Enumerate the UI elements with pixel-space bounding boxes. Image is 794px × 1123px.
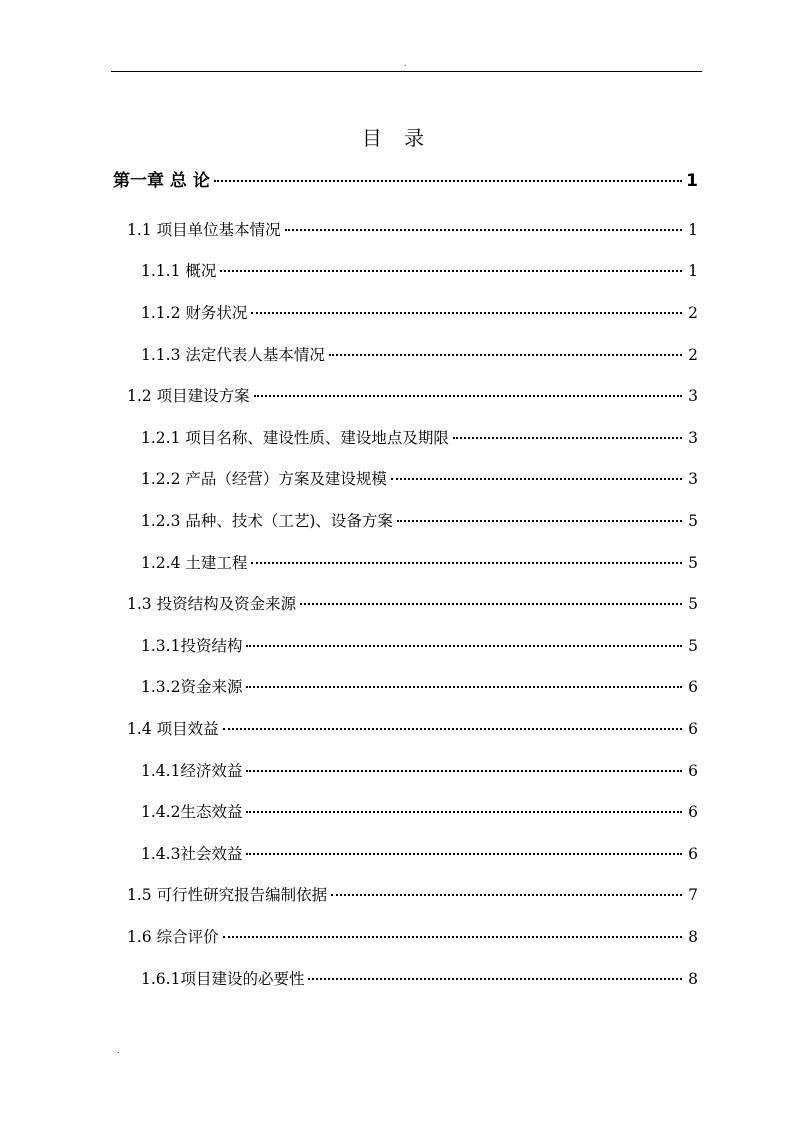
toc-leader-dots: [329, 354, 682, 356]
toc-entry[interactable]: [141, 302, 698, 324]
toc-entry-page: 6: [688, 803, 698, 821]
toc-entry-label: 1.1 项目单位基本情况: [127, 221, 281, 239]
toc-entry-page: 6: [688, 845, 698, 863]
header-rule: [111, 71, 702, 72]
toc-entry-page: 6: [688, 762, 698, 780]
toc-entry[interactable]: [127, 385, 698, 407]
toc-leader-dots: [251, 312, 682, 314]
toc-leader-dots: [246, 686, 682, 688]
toc-entry-label: 1.4 项目效益: [127, 720, 219, 738]
toc-entry-page: 5: [688, 595, 698, 613]
toc-leader-dots: [246, 770, 682, 772]
toc-entry[interactable]: [127, 884, 698, 906]
toc-leader-dots: [254, 395, 682, 397]
toc-entry-label: 1.2 项目建设方案: [127, 387, 250, 405]
toc-entry-label: 1.1.3 法定代表人基本情况: [141, 346, 325, 364]
toc-entry[interactable]: [141, 801, 698, 823]
toc-entry[interactable]: [141, 510, 698, 532]
toc-entry-label: 1.3 投资结构及资金来源: [127, 595, 297, 613]
toc-entry-label: 第一章 总 论: [113, 171, 210, 191]
toc-entry-label: 1.2.3 品种、技术（工艺)、设备方案: [141, 512, 393, 530]
toc-entry-page: 6: [688, 720, 698, 738]
toc-entry-label: 1.1.2 财务状况: [141, 304, 248, 322]
toc-entry-page: 3: [688, 429, 698, 447]
toc-entry-page: 8: [688, 970, 698, 988]
toc-entry-label: 1.4.2生态效益: [141, 803, 243, 821]
toc-leader-dots: [251, 562, 682, 564]
toc-entry-page: 8: [688, 928, 698, 946]
toc-leader-dots: [397, 520, 682, 522]
toc-entry-page: 5: [688, 512, 698, 530]
toc-entry[interactable]: [141, 260, 698, 282]
toc-entry[interactable]: [127, 219, 698, 241]
toc-leader-dots: [300, 603, 682, 605]
toc-entry-page: 3: [688, 470, 698, 488]
toc-entry-page: 1: [686, 171, 698, 191]
footer-mark: .: [117, 1046, 120, 1055]
toc-entry-label: 1.2.2 产品（经营）方案及建设规模: [141, 470, 387, 488]
toc-leader-dots: [308, 978, 682, 980]
toc-leader-dots: [285, 229, 682, 231]
toc-entry-label: 1.3.1投资结构: [141, 637, 243, 655]
toc-leader-dots: [214, 180, 682, 182]
toc-entry[interactable]: [141, 427, 698, 449]
toc-entry-page: 7: [688, 886, 698, 904]
header-mark: .: [404, 59, 407, 68]
toc-entry[interactable]: [141, 635, 698, 657]
toc-entry[interactable]: [141, 676, 698, 698]
toc-entry[interactable]: [141, 468, 698, 490]
toc-entry-label: 1.6 综合评价: [127, 928, 219, 946]
toc-entry-page: 1: [688, 262, 698, 280]
toc-leader-dots: [246, 811, 682, 813]
toc-leader-dots: [246, 645, 682, 647]
toc-entry-label: 1.4.3社会效益: [141, 845, 243, 863]
toc-entry[interactable]: [141, 760, 698, 782]
toc-entry-label: 1.6.1项目建设的必要性: [141, 970, 305, 988]
toc-entry-label: 1.2.1 项目名称、建设性质、建设地点及期限: [141, 429, 449, 447]
toc-entry-label: 1.1.1 概况: [141, 262, 217, 280]
toc-leader-dots: [391, 478, 682, 480]
toc-entry-page: 6: [688, 678, 698, 696]
toc-entry-page: 3: [688, 387, 698, 405]
toc-entry-label: 1.5 可行性研究报告编制依据: [127, 886, 328, 904]
toc-leader-dots: [223, 936, 682, 938]
toc-entry-page: 1: [688, 221, 698, 239]
toc-entry[interactable]: [141, 344, 698, 366]
toc-entry-label: 1.4.1经济效益: [141, 762, 243, 780]
toc-entry-label: 1.3.2资金来源: [141, 678, 243, 696]
toc-entry-page: 2: [688, 346, 698, 364]
toc-leader-dots: [331, 894, 682, 896]
toc-leader-dots: [223, 728, 682, 730]
toc-entry[interactable]: [141, 968, 698, 990]
toc-entry-page: 5: [688, 637, 698, 655]
toc-entry-label: 1.2.4 土建工程: [141, 554, 248, 572]
toc-leader-dots: [453, 437, 682, 439]
toc-entry-page: 5: [688, 554, 698, 572]
toc-entry[interactable]: [127, 593, 698, 615]
toc-entry[interactable]: [141, 843, 698, 865]
toc-entry[interactable]: [113, 170, 698, 192]
toc-entry[interactable]: [141, 552, 698, 574]
toc-leader-dots: [220, 270, 682, 272]
toc-leader-dots: [246, 853, 682, 855]
page-title: 目 录: [361, 126, 433, 150]
toc-entry[interactable]: [127, 926, 698, 948]
toc-entry-page: 2: [688, 304, 698, 322]
toc-entry[interactable]: [127, 718, 698, 740]
